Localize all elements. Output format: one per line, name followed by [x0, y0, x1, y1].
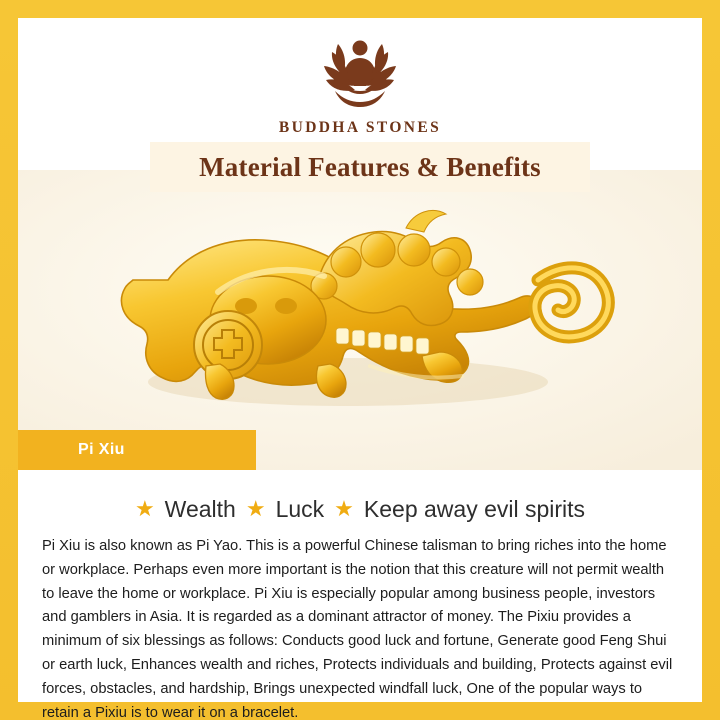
image-caption-label: Pi Xiu: [78, 441, 125, 458]
lotus-meditation-icon: [285, 28, 435, 115]
benefits-section: [18, 470, 702, 720]
section-title-band: [150, 142, 590, 192]
description-text: Pi Xiu is also known as Pi Yao. This is a powerful Chinese talisman to bring riches into the home or workplace. Perhaps even more important is the notion that this creature will not permit wealth to leave the home or workplace. Pi Xiu is especially popular among business people, investors and gamblers in Asia. It is regarded as a dominant attractor of money. The Pixiu provides a minimum of six blessings as follows: Conducts good luck and fortune, Generate good Feng Shui or earth luck, Enhances wealth and riches, Protects individuals and building, Protects against evil forces, obstacles, and hardship, Brings unexpected windfall luck, One of the popular ways to retain a Pixiu is to wear it on a bracelet.: [42, 538, 673, 720]
brand-logo: [279, 28, 441, 137]
benefit-item-0: Wealth: [164, 496, 236, 522]
image-caption: [18, 430, 256, 470]
benefits-headline: [40, 496, 680, 523]
poster-body: [18, 18, 702, 720]
star-icon: ★: [134, 495, 155, 521]
page-title: Material Features & Benefits: [199, 151, 541, 182]
benefit-item-1: Luck: [275, 496, 325, 522]
star-icon: ★: [334, 495, 354, 521]
benefit-item-2: Keep away evil spirits: [363, 496, 586, 522]
star-icon: ★: [245, 495, 266, 521]
product-image: [18, 170, 702, 470]
brand-name: BUDDHA STONES: [278, 119, 442, 136]
